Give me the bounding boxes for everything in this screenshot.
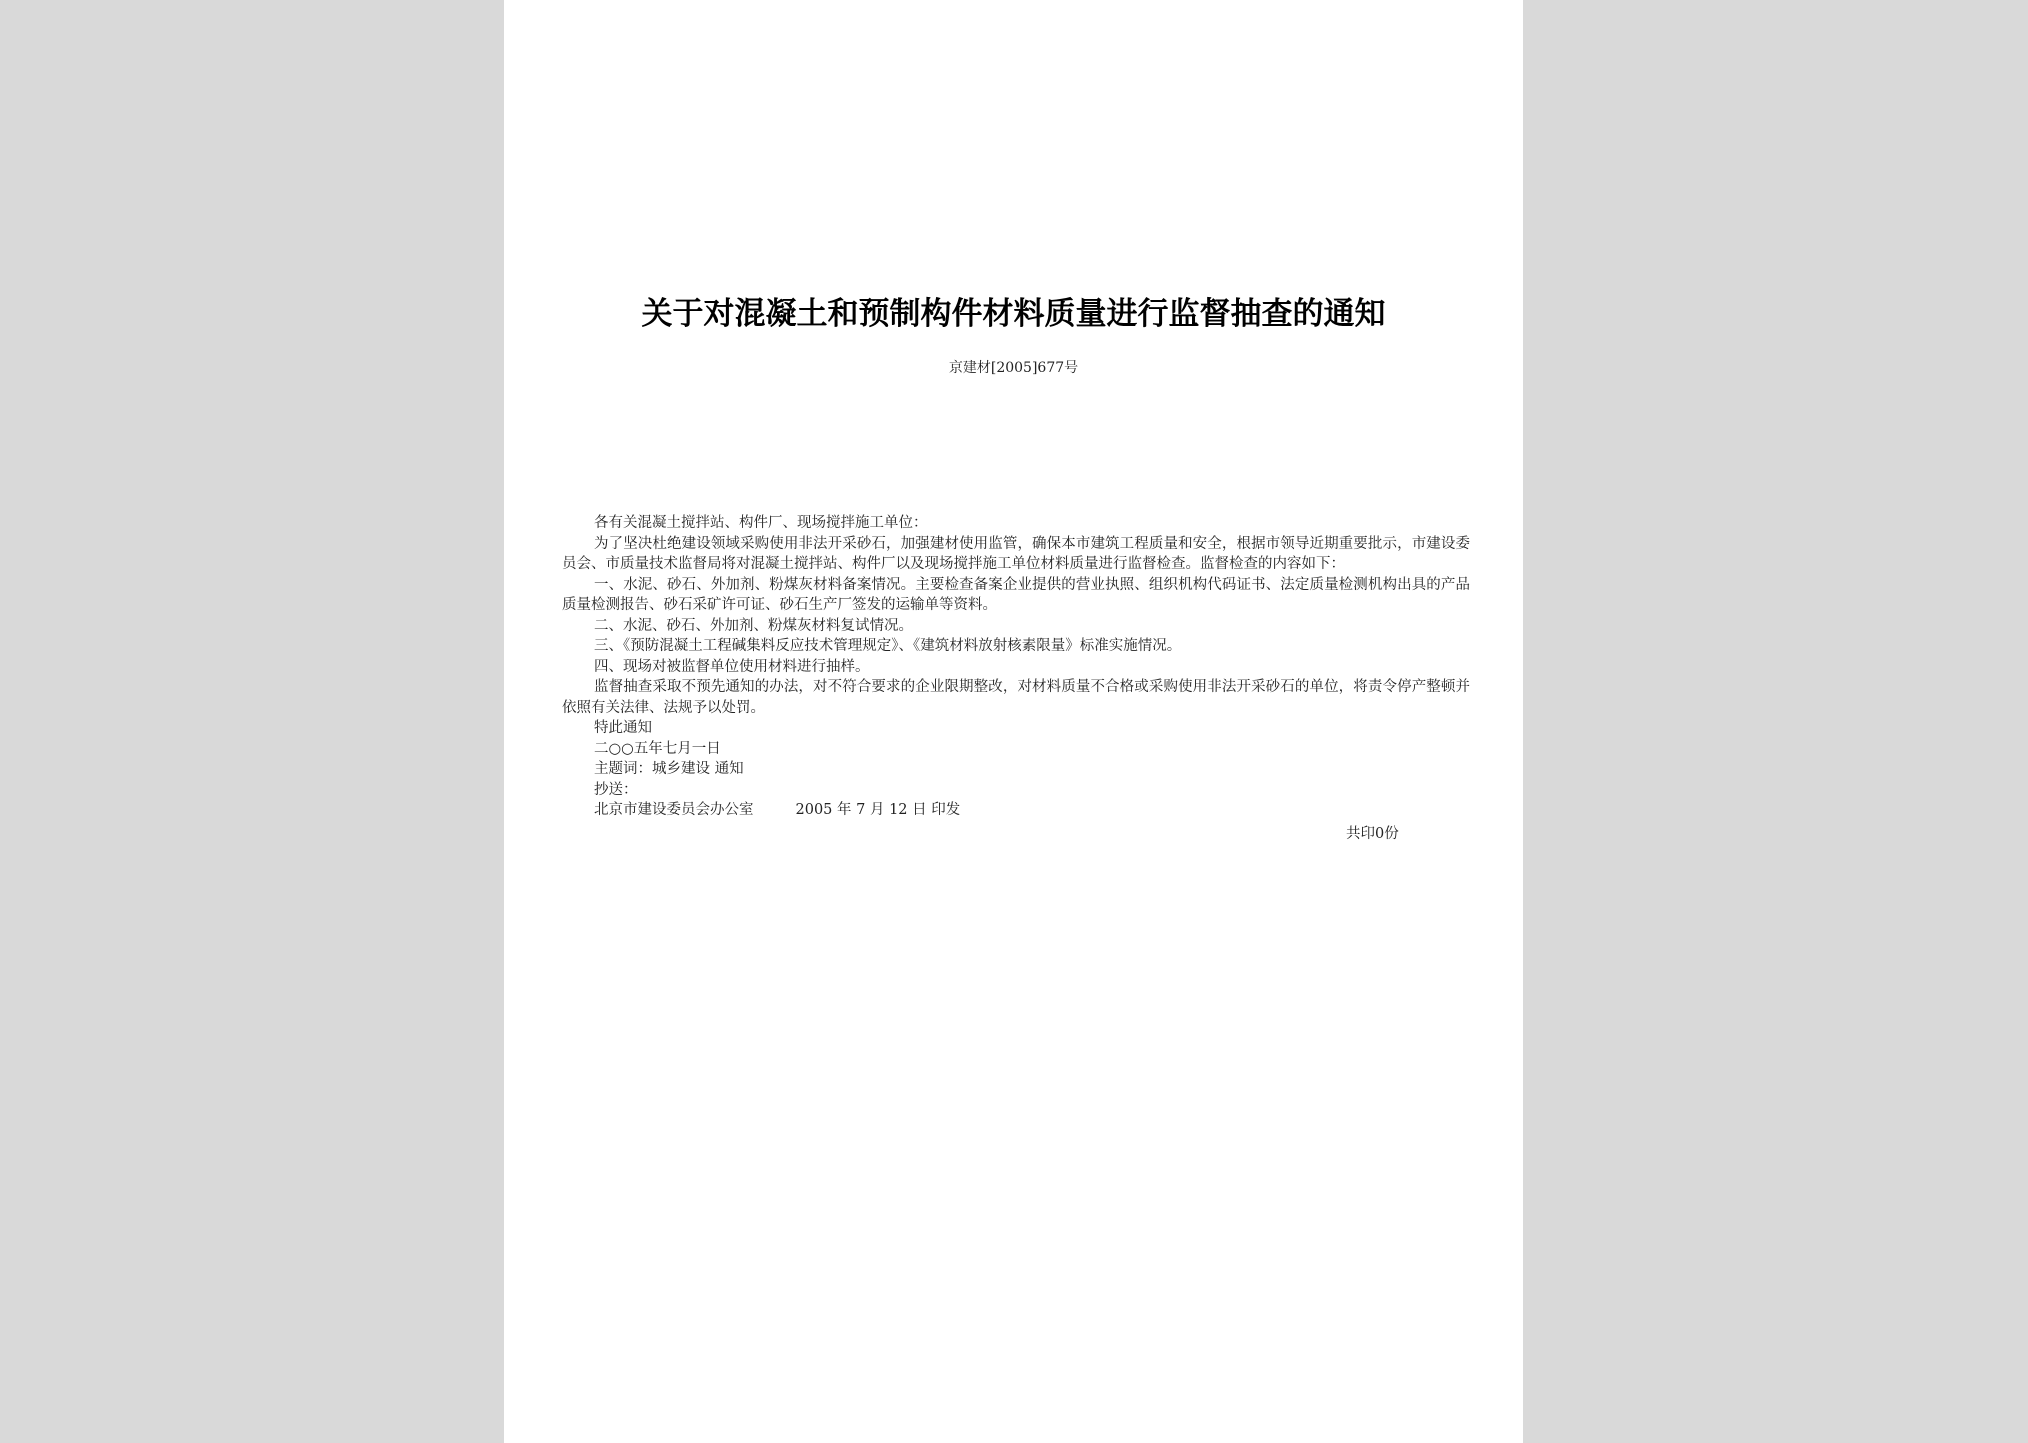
document-number: 京建材[2005]677号	[948, 360, 1079, 376]
cc-line: 抄送：	[594, 781, 638, 798]
issuer: 北京市建设委员会办公室	[594, 802, 754, 818]
issuer-row	[562, 800, 1470, 821]
closing: 特此通知	[594, 720, 652, 736]
paragraph-item-4: 四、现场对被监督单位使用材料进行抽样。	[594, 658, 870, 675]
paragraph-enforcement: 监督抽查采取不预先通知的办法，对不符合要求的企业限期整改，对材料质量不合格或采购使用非法开采砂石的单位，将责令停产整顿并依照有关法律、法规予以处罚。	[562, 679, 1470, 716]
copies-count: 共印0份	[1346, 826, 1399, 842]
paragraph-item-3: 三、《预防混凝土工程碱集料反应技术管理规定》、《建筑材料放射核素限量》标准实施情况。	[594, 638, 1182, 654]
paragraph-item-1: 一、水泥、砂石、外加剂、粉煤灰材料备案情况。主要检查备案企业提供的营业执照、组织机构代码证书、法定质量检测机构出具的产品质量检测报告、砂石采矿许可证、砂石生产厂签发的运输单等资料。	[562, 576, 1470, 613]
document-date: 二○○五年七月一日	[594, 740, 721, 757]
document-body	[562, 513, 1470, 821]
keywords: 主题词：城乡建设 通知	[594, 761, 744, 777]
print-date: 2005 年 7 月 12 日 印发	[795, 802, 961, 818]
paragraph-item-2: 二、水泥、砂石、外加剂、粉煤灰材料复试情况。	[594, 617, 913, 634]
salutation: 各有关混凝土搅拌站、构件厂、现场搅拌施工单位：	[594, 515, 928, 531]
document-page	[504, 0, 1523, 1443]
paragraph-intro: 为了坚决杜绝建设领域采购使用非法开采砂石，加强建材使用监管，确保本市建筑工程质量和安全，根据市领导近期重要批示，市建设委员会、市质量技术监督局将对混凝土搅拌站、构件厂以及现场搅拌施工单位材料质量进行监督检查。监督检查的内容如下：	[562, 535, 1470, 572]
document-title: 关于对混凝土和预制构件材料质量进行监督抽查的通知	[641, 296, 1386, 332]
